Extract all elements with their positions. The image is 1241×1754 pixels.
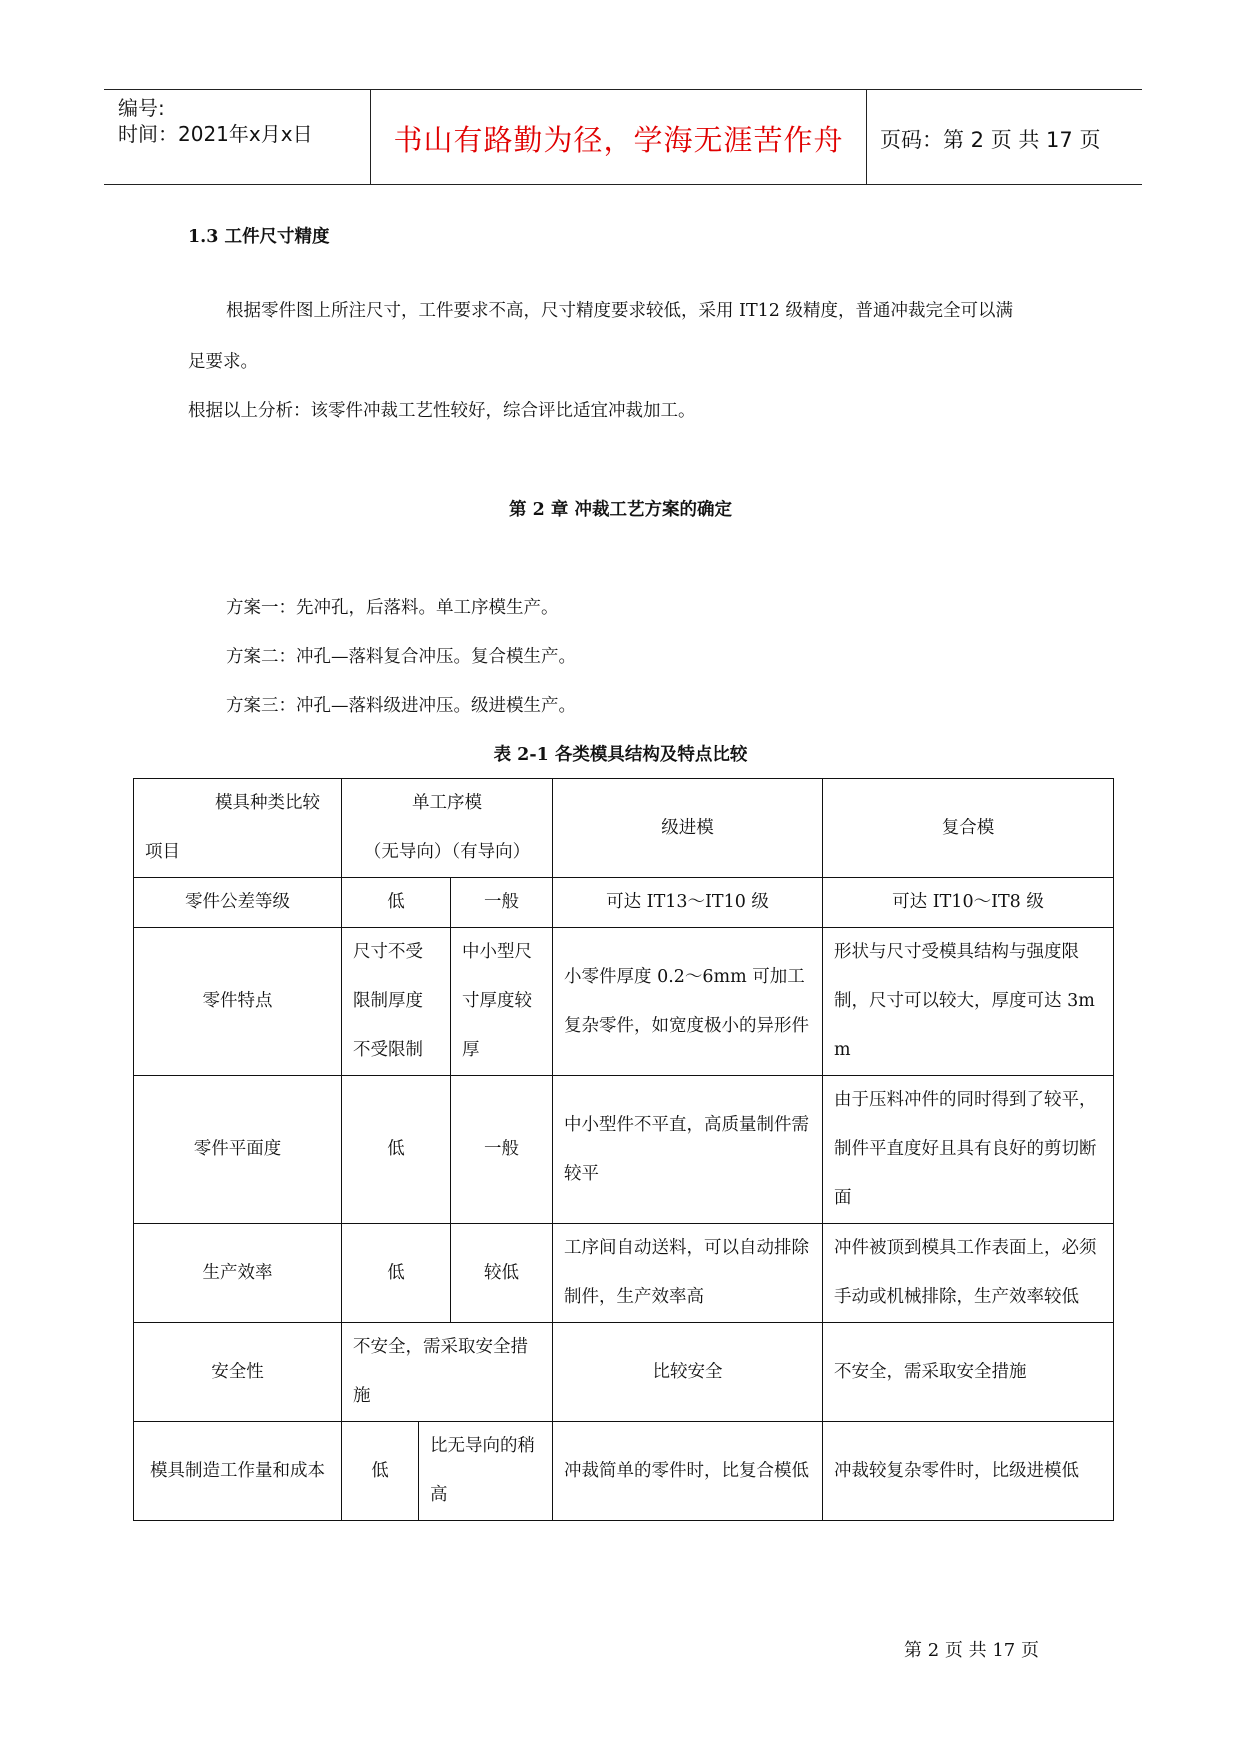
header-single-process-label: 单工序模 bbox=[412, 793, 482, 813]
header-motto-cell bbox=[370, 90, 867, 184]
table-cell: 由于压料冲件的同时得到了较平，制件平直度好且具有良好的剪切断面 bbox=[823, 1076, 1114, 1224]
comparison-table bbox=[133, 778, 1114, 1521]
table-cell: 冲裁简单的零件时，比复合模低 bbox=[553, 1422, 823, 1521]
header-single-process-sub-label: （无导向）（有导向） bbox=[363, 842, 531, 862]
table-cell: 低 bbox=[342, 878, 451, 928]
paragraph-line: 足要求。 bbox=[188, 352, 258, 372]
table-cell: 中小型件不平直，高质量制件需较平 bbox=[553, 1076, 823, 1224]
page-footer: 第 2 页 共 17 页 bbox=[904, 1640, 1039, 1661]
table-cell: 低 bbox=[342, 1076, 451, 1224]
table-row bbox=[134, 1076, 1114, 1224]
row-item-cell: 零件特点 bbox=[134, 928, 342, 1076]
table-cell: 可达 IT10～IT8 级 bbox=[823, 878, 1114, 928]
table-cell: 中小型尺寸厚度较厚 bbox=[451, 928, 553, 1076]
row-item-cell: 零件平面度 bbox=[134, 1076, 342, 1224]
row-item-cell: 生产效率 bbox=[134, 1224, 342, 1323]
table-header-cell: 复合模 bbox=[823, 779, 1114, 878]
table-cell: 不安全，需采取安全措施 bbox=[823, 1323, 1114, 1422]
table-cell: 可达 IT13～IT10 级 bbox=[553, 878, 823, 928]
table-cell: 比无导向的稍高 bbox=[419, 1422, 553, 1521]
table-cell: 比较安全 bbox=[553, 1323, 823, 1422]
table-cell: 冲件被顶到模具工作表面上，必须手动或机械排除，生产效率较低 bbox=[823, 1224, 1114, 1323]
header-page-label: 页码：第 2 页 共 17 页 bbox=[880, 128, 1101, 152]
header-page-cell bbox=[867, 90, 1142, 184]
chapter-title: 第 2 章 冲裁工艺方案的确定 bbox=[509, 500, 732, 520]
table-row bbox=[134, 1323, 1114, 1422]
paragraph-line: 根据零件图上所注尺寸，工件要求不高，尺寸精度要求较低，采用 IT12 级精度，普通冲裁完全可以满 bbox=[226, 301, 1013, 321]
table-cell: 较低 bbox=[451, 1224, 553, 1323]
table-header-cell: 级进模 bbox=[553, 779, 823, 878]
table-cell: 一般 bbox=[451, 1076, 553, 1224]
table-cell: 工序间自动送料，可以自动排除制件，生产效率高 bbox=[553, 1224, 823, 1323]
paragraph: 根据以上分析：该零件冲裁工艺性较好，综合评比适宜冲裁加工。 bbox=[188, 401, 696, 421]
table-cell: 一般 bbox=[451, 878, 553, 928]
row-item-cell: 模具制造工作量和成本 bbox=[134, 1422, 342, 1521]
table-cell: 冲裁较复杂零件时，比级进模低 bbox=[823, 1422, 1114, 1521]
document-time-label: 时间：2021年x月x日 bbox=[118, 122, 313, 146]
table-cell: 低 bbox=[342, 1422, 419, 1521]
table-header-row bbox=[134, 779, 1114, 878]
document-header bbox=[104, 89, 1142, 185]
option-item: 方案一：先冲孔，后落料。单工序模生产。 bbox=[226, 598, 559, 618]
table-row bbox=[134, 928, 1114, 1076]
table-caption: 表 2-1 各类模具结构及特点比较 bbox=[493, 745, 748, 765]
row-item-cell: 安全性 bbox=[134, 1323, 342, 1422]
table-cell: 低 bbox=[342, 1224, 451, 1323]
table-cell: 小零件厚度 0.2～6mm 可加工复杂零件，如宽度极小的异形件 bbox=[553, 928, 823, 1076]
table-cell: 不安全，需采取安全措施 bbox=[342, 1323, 553, 1422]
option-item: 方案三：冲孔—落料级进冲压。级进模生产。 bbox=[226, 696, 576, 716]
table-row bbox=[134, 878, 1114, 928]
table-row bbox=[134, 1224, 1114, 1323]
document-number-label: 编号: bbox=[118, 96, 165, 120]
table-row bbox=[134, 1422, 1114, 1521]
header-motto: 书山有路勤为径，学海无涯苦作舟 bbox=[393, 123, 844, 157]
table-cell: 形状与尺寸受模具结构与强度限制，尺寸可以较大，厚度可达 3mm bbox=[823, 928, 1114, 1076]
row-item-cell: 零件公差等级 bbox=[134, 878, 342, 928]
corner-bottom-label: 项目 bbox=[145, 842, 180, 862]
header-left-cell bbox=[104, 90, 370, 184]
table-header-cell bbox=[342, 779, 553, 878]
section-title: 1.3 工件尺寸精度 bbox=[188, 227, 330, 247]
table-cell: 尺寸不受限制厚度不受限制 bbox=[342, 928, 451, 1076]
corner-top-label: 模具种类比较 bbox=[215, 793, 320, 813]
table-corner-cell bbox=[134, 779, 342, 878]
option-item: 方案二：冲孔—落料复合冲压。复合模生产。 bbox=[226, 647, 576, 667]
